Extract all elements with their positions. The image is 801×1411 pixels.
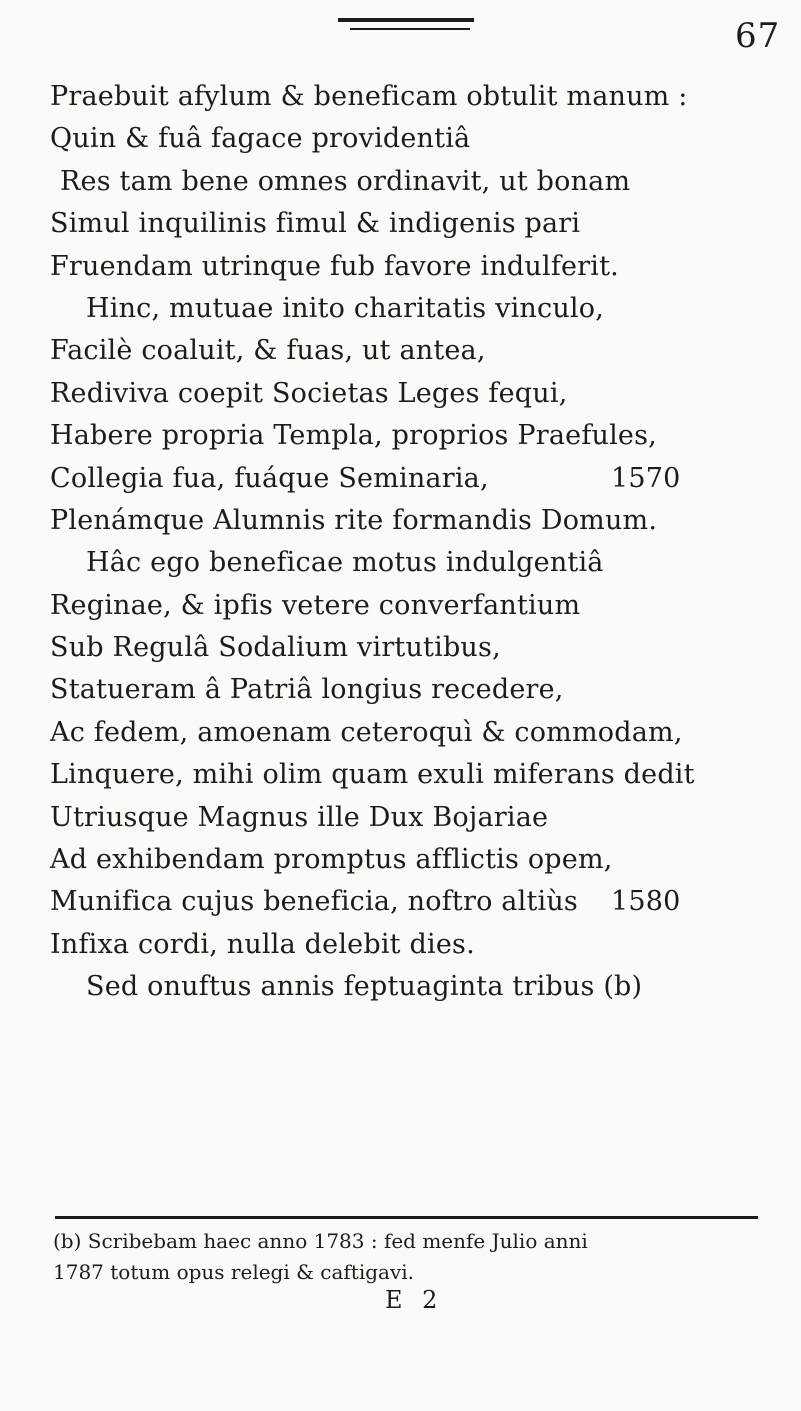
page-number: 67 bbox=[735, 16, 781, 56]
text-line-3: Res tam bene omnes ordinavit, ut bonam bbox=[60, 165, 631, 197]
text-line-18: Utriusque Magnus ille Dux Bojariae bbox=[50, 801, 549, 833]
header-rule-thin bbox=[350, 28, 470, 30]
text-line-20-content: Munifica cujus beneficia, noftro altiùs bbox=[50, 886, 578, 918]
text-line-20 bbox=[50, 881, 770, 923]
signature-mark: E 2 bbox=[385, 1286, 444, 1314]
text-line-16: Ac fedem, amoenam ceteroquì & commodam, bbox=[50, 716, 683, 748]
poem-body bbox=[50, 76, 770, 1009]
text-line-10-content: Collegia fua, fuáque Seminaria, bbox=[50, 462, 489, 494]
text-line-12: Hâc ego beneficae motus indulgentiâ bbox=[86, 547, 604, 579]
text-line-14: Sub Regulâ Sodalium virtutibus, bbox=[50, 632, 501, 664]
header-rule bbox=[338, 18, 474, 22]
text-line-22: Sed onuftus annis feptuaginta tribus (b) bbox=[86, 971, 643, 1003]
text-line-5: Fruendam utrinque fub favore indulferit. bbox=[50, 250, 619, 282]
text-line-19: Ad exhibendam promptus afflictis opem, bbox=[50, 844, 613, 876]
footnote-divider bbox=[55, 1216, 758, 1219]
text-line-2: Quin & fuâ fagace providentiâ bbox=[50, 123, 471, 155]
text-line-17: Linquere, mihi olim quam exuli miferans dedit bbox=[50, 759, 695, 791]
footnote bbox=[53, 1226, 773, 1288]
footnote-line-1: (b) Scribebam haec anno 1783 : fed menfe Julio anni bbox=[53, 1229, 588, 1253]
text-line-21: Infixa cordi, nulla delebit dies. bbox=[50, 928, 475, 960]
text-line-7: Facilè coaluit, & fuas, ut antea, bbox=[50, 335, 486, 367]
footnote-line-2: 1787 totum opus relegi & caftigavi. bbox=[53, 1260, 415, 1284]
text-line-15: Statueram â Patriâ longius recedere, bbox=[50, 674, 564, 706]
text-line-1: Praebuit afylum & beneficam obtulit manum : bbox=[50, 81, 688, 112]
margin-year-1570: 1570 bbox=[611, 462, 681, 494]
text-line-10 bbox=[50, 458, 770, 500]
text-line-9: Habere propria Templa, proprios Praefules, bbox=[50, 420, 657, 452]
text-line-8: Rediviva coepit Societas Leges fequi, bbox=[50, 377, 568, 409]
text-line-11: Plenámque Alumnis rite formandis Domum. bbox=[50, 504, 658, 536]
text-line-4: Simul inquilinis fimul & indigenis pari bbox=[50, 208, 581, 240]
margin-year-1580: 1580 bbox=[611, 886, 681, 918]
text-line-6: Hinc, mutuae inito charitatis vinculo, bbox=[86, 292, 604, 324]
text-line-13: Reginae, & ipfis vetere converfantium bbox=[50, 589, 581, 621]
